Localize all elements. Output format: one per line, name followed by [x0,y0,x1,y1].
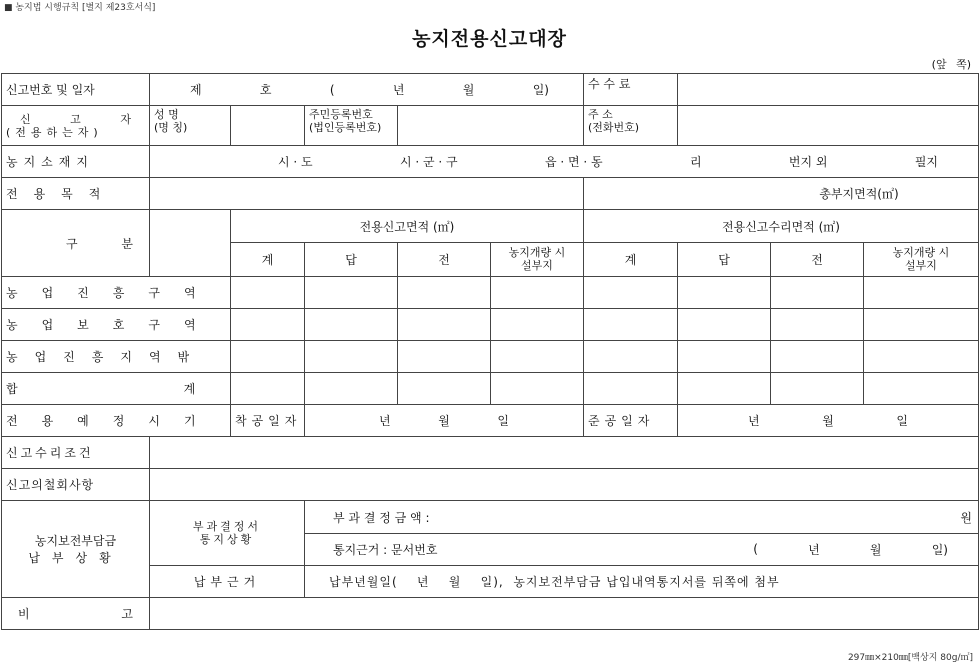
location-label: 농지소재지 [2,146,150,178]
purpose-label: 전용목적 [2,178,150,210]
area-cell[interactable] [398,340,491,372]
conditions-value[interactable] [150,437,979,469]
report-field-header: 전 [398,242,491,276]
location-row [2,146,979,178]
charge-status-label: 농지보전부담금 납부상황 [2,501,150,597]
registration-number-value[interactable] [398,106,584,146]
zone-label: 농업진흥지역밖 [2,340,231,372]
form-title: 농지전용신고대장 [412,28,567,50]
area-cell[interactable] [491,308,584,340]
report-no-suffix: 호 [259,83,272,98]
name-label: 성 명 (명 칭) [150,106,231,146]
area-cell[interactable] [864,308,979,340]
zone-row-promotion [2,276,979,308]
area-cell[interactable] [398,373,491,405]
conditions-label: 신고수리조건 [2,437,150,469]
end-date-value[interactable]: 년 월 일 [678,405,979,437]
report-date-day: 일) [532,83,549,98]
area-cell[interactable] [584,340,678,372]
name-value[interactable] [231,106,305,146]
accepted-facility-header: 농지개량 시 설부지 [864,242,979,276]
accepted-area-header: 전용신고수리면적 (㎡) [584,210,979,242]
registration-number-label: 주민등록번호 (법인등록번호) [305,106,398,146]
report-paddy-header: 답 [305,242,398,276]
purpose-row [2,178,979,210]
area-cell[interactable] [584,276,678,308]
area-cell[interactable] [771,373,864,405]
payment-basis-value[interactable]: 납부년월일( 년 월 일), 농지보전부담금 납입내역통지서를 뒤쪽에 첨부 [305,565,979,597]
address-label: 주 소 (전화번호) [584,106,678,146]
accepted-field-header: 전 [771,242,864,276]
zone-label: 합계 [2,373,231,405]
schedule-row [2,405,979,437]
area-cell[interactable] [305,308,398,340]
area-cell[interactable] [305,340,398,372]
end-date-label: 준공일자 [584,405,678,437]
zone-row-total [2,373,979,405]
withdrawal-value[interactable] [150,469,979,501]
area-cell[interactable] [771,308,864,340]
report-date-year: 년 [392,83,405,98]
area-cell[interactable] [584,373,678,405]
report-number-row [2,74,979,106]
start-date-value[interactable]: 년 월 일 [305,405,584,437]
zone-row-outside [2,340,979,372]
decision-notice-label: 부과결정서 통지상황 [150,501,305,565]
remarks-label: 비 고 [2,597,150,629]
reporter-row [2,106,979,146]
area-cell[interactable] [491,373,584,405]
area-cell[interactable] [305,276,398,308]
fee-value[interactable] [678,74,979,106]
report-area-header: 전용신고면적 (㎡) [231,210,584,242]
zone-label: 농업보호구역 [2,308,231,340]
area-cell[interactable] [231,276,305,308]
remarks-row [2,597,979,629]
front-side-mark: (앞 쪽) [931,58,971,71]
area-cell[interactable] [584,308,678,340]
register-table [1,73,979,630]
charge-amount-value[interactable]: 부 과 결 정 금 액 : 원 [305,501,979,533]
area-cell[interactable] [231,340,305,372]
payment-basis-label: 납부근거 [150,565,305,597]
area-cell[interactable] [398,276,491,308]
area-cell[interactable] [678,276,771,308]
schedule-label: 전용예정시기 [2,405,231,437]
start-date-label: 착공일자 [231,405,305,437]
area-cell[interactable] [771,276,864,308]
remarks-value[interactable] [150,597,979,629]
division-header-row [2,210,979,242]
area-cell[interactable] [678,308,771,340]
area-cell[interactable] [864,276,979,308]
report-facility-header: 농지개량 시 설부지 [491,242,584,276]
fee-label: 수 수 료 [584,74,678,106]
area-cell[interactable] [864,373,979,405]
area-cell[interactable] [231,308,305,340]
zone-row-protection [2,308,979,340]
form-reference: ■ 농지법 시행규칙 [별지 제23호서식] [4,3,156,13]
accepted-paddy-header: 답 [678,242,771,276]
accepted-total-header: 계 [584,242,678,276]
area-cell[interactable] [398,308,491,340]
area-cell[interactable] [491,276,584,308]
withdrawal-row [2,469,979,501]
division-label: 구 분 [2,210,150,276]
report-date-open: ( [329,82,335,97]
area-cell[interactable] [771,340,864,372]
reporter-label: 신 고 자 (전용하는자) [2,106,150,146]
total-area-label: 총부지면적(㎡) [584,178,979,210]
purpose-value[interactable] [150,178,584,210]
area-cell[interactable] [864,340,979,372]
notice-basis-value[interactable]: 통지근거 : 문서번호 ( 년 월 일) [305,533,979,565]
report-total-header: 계 [231,242,305,276]
zone-label: 농업진흥구역 [2,276,231,308]
charge-amount-row [2,501,979,533]
area-cell[interactable] [678,373,771,405]
division-label-extension [150,210,231,276]
conditions-row [2,437,979,469]
area-cell[interactable] [678,340,771,372]
paper-spec: 297㎜×210㎜[백상지 80g/㎡] [847,653,973,663]
location-value[interactable]: 시 · 도 시 · 군 · 구 읍 · 면 · 동 리 번지 외 필지 [150,146,979,178]
report-number-value[interactable] [150,74,584,106]
report-date-month: 월 [462,83,475,98]
area-cell[interactable] [491,340,584,372]
address-value[interactable] [678,106,979,146]
report-no-prefix: 제 [190,83,202,98]
withdrawal-label: 신고의철회사항 [2,469,150,501]
report-number-label: 신고번호 및 일자 [2,74,150,106]
